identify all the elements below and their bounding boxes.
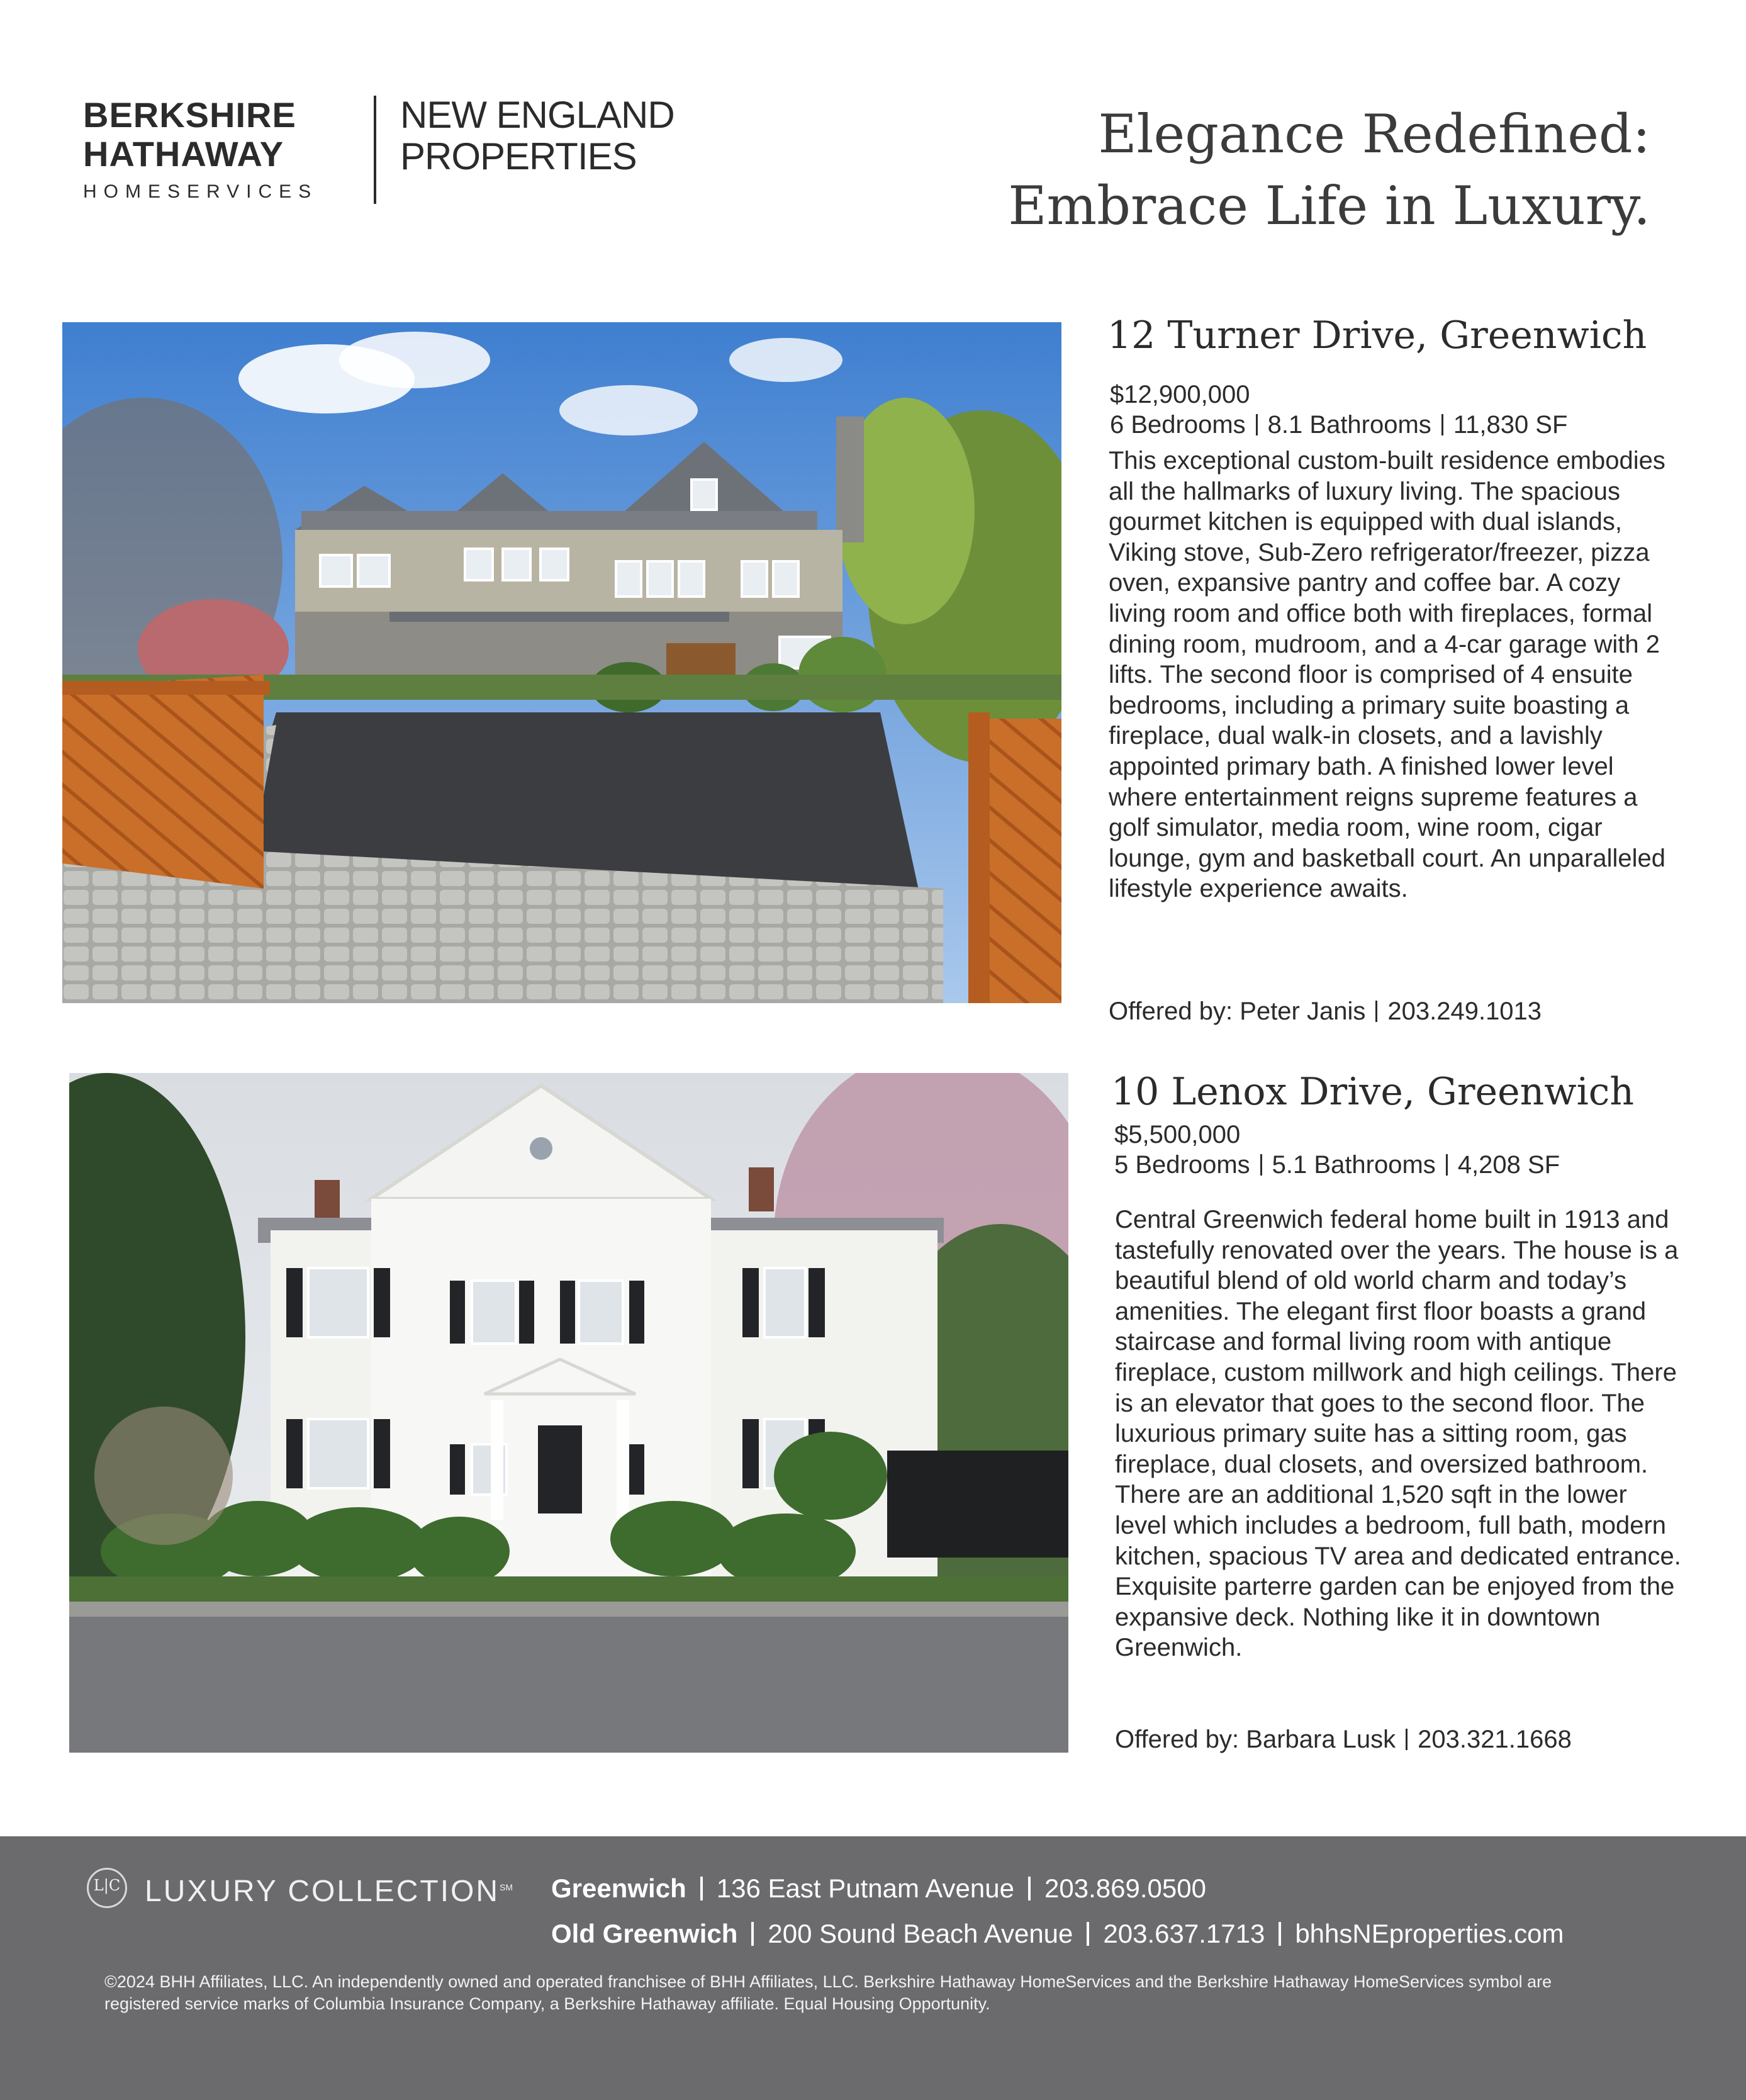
listing-1-price: $12,900,000 [1110,381,1250,408]
office-name: Old Greenwich [551,1919,738,1948]
brand-line-2: HATHAWAY [83,134,284,174]
separator [1087,1922,1089,1946]
separator [1028,1877,1031,1901]
headline-line-1: Elegance Redefined: [1098,103,1650,165]
separator [1446,1154,1448,1176]
listing-1-phone: 203.249.1013 [1387,997,1542,1025]
listing-1-stats [1110,410,1567,440]
listing-2-bedrooms: 5 Bedrooms [1114,1151,1250,1179]
region-line-2: PROPERTIES [400,135,637,177]
listing-1-area: 11,830 SF [1453,411,1568,439]
listing-2-bathrooms: 5.1 Bathrooms [1272,1151,1436,1179]
legal-disclaimer: ©2024 BHH Affiliates, LLC. An independently owned and operated franchisee of BHH Affiliates, LLC. Berkshire Hathaway HomeServices and the Berkshire Hathaway HomeServices symbol are registered service marks of Columbia Insurance Company, a Berkshire Hathaway affiliate. Equal Housing Opportunity. [104,1972,1552,2013]
region-line-1: NEW ENGLAND [400,94,674,136]
listing-2-phone: 203.321.1668 [1418,1726,1572,1753]
luxury-collection-monogram: L|C [93,1877,121,1894]
page-headline [1008,98,1650,242]
luxury-collection-logo [145,1874,513,1909]
listing-2-title: 10 Lenox Drive, Greenwich [1111,1070,1635,1114]
listing-1-offered-by: Offered by: Peter Janis [1109,997,1366,1025]
separator [1375,1001,1377,1022]
office-name: Greenwich [551,1873,686,1903]
brand-line-1: BERKSHIRE [83,95,296,135]
headline-line-2: Embrace Life in Luxury. [1008,175,1650,237]
listing-1-bedrooms: 6 Bedrooms [1110,411,1246,439]
listing-2-description: Central Greenwich federal home built in 1913 and tastefully renovated over the years. The house is a beautiful blend of old world charm and today’s amenities. The elegant first floor boasts a grand staircase and formal living room with antique fireplace, custom millwork and high ceilings. There is an elevator that goes to the second floor. The luxurious primary suite has a sitting room, gas fireplace, dual closets, and oversized bathroom. There are an additional 1,520 sqft in the lower level which includes a bedroom, full bath, modern kitchen, spacious TV area and dedicated entrance. Exquisite parterre garden can be enjoyed from the expansive deck. Nothing like it in downtown Greenwich. [1115,1206,1681,1662]
office-address: 200 Sound Beach Avenue [768,1919,1073,1948]
separator [1256,414,1258,435]
website-link[interactable]: bhhsNEproperties.com [1295,1919,1564,1948]
listing-1-title: 12 Turner Drive, Greenwich [1107,313,1647,357]
separator [700,1877,703,1901]
listing-1-agent [1109,996,1542,1026]
listing-2-offered-by: Offered by: Barbara Lusk [1115,1726,1396,1753]
listing-2-price: $5,500,000 [1114,1121,1241,1148]
brand-line-3: HOMESERVICES [83,181,318,202]
office-old-greenwich [551,1919,1564,1949]
service-mark: SM [500,1882,513,1892]
office-phone: 203.637.1713 [1103,1919,1265,1948]
listing-photo-turner-drive [62,322,1061,1003]
listing-2-area: 4,208 SF [1457,1151,1560,1179]
listing-2-stats [1114,1150,1560,1180]
logo-divider [374,96,376,204]
separator [1441,414,1443,435]
office-address: 136 East Putnam Avenue [716,1873,1014,1903]
separator [751,1922,754,1946]
luxury-collection-name: LUXURY COLLECTION [145,1875,500,1908]
listing-2-agent [1115,1724,1572,1755]
separator [1279,1922,1281,1946]
berkshire-hathaway-logo [83,96,360,203]
separator [1406,1729,1407,1750]
office-phone: 203.869.0500 [1044,1873,1206,1903]
listing-1-bathrooms: 8.1 Bathrooms [1267,411,1431,439]
region-logo [400,94,674,177]
listing-photo-lenox-drive [69,1073,1068,1753]
listing-1-description: This exceptional custom-built residence embodies all the hallmarks of luxury living. The spacious gourmet kitchen is equipped with dual islands, Viking stove, Sub-Zero refrigerator/freezer, pizza oven, expansive pantry and coffee bar. A cozy living room and office both with fireplaces, formal dining room, mudroom, and a 4-car garage with 2 lifts. The second floor is comprised of 4 ensuite bedrooms, including a primary suite boasting a fireplace, dual walk-in closets, and a lavishly appointed primary bath. A finished lower level where entertainment reigns supreme features a golf simulator, media room, wine room, cigar lounge, gym and basketball court. An unparalleled lifestyle experience awaits. [1109,447,1666,903]
office-greenwich [551,1873,1206,1904]
separator [1260,1154,1262,1176]
